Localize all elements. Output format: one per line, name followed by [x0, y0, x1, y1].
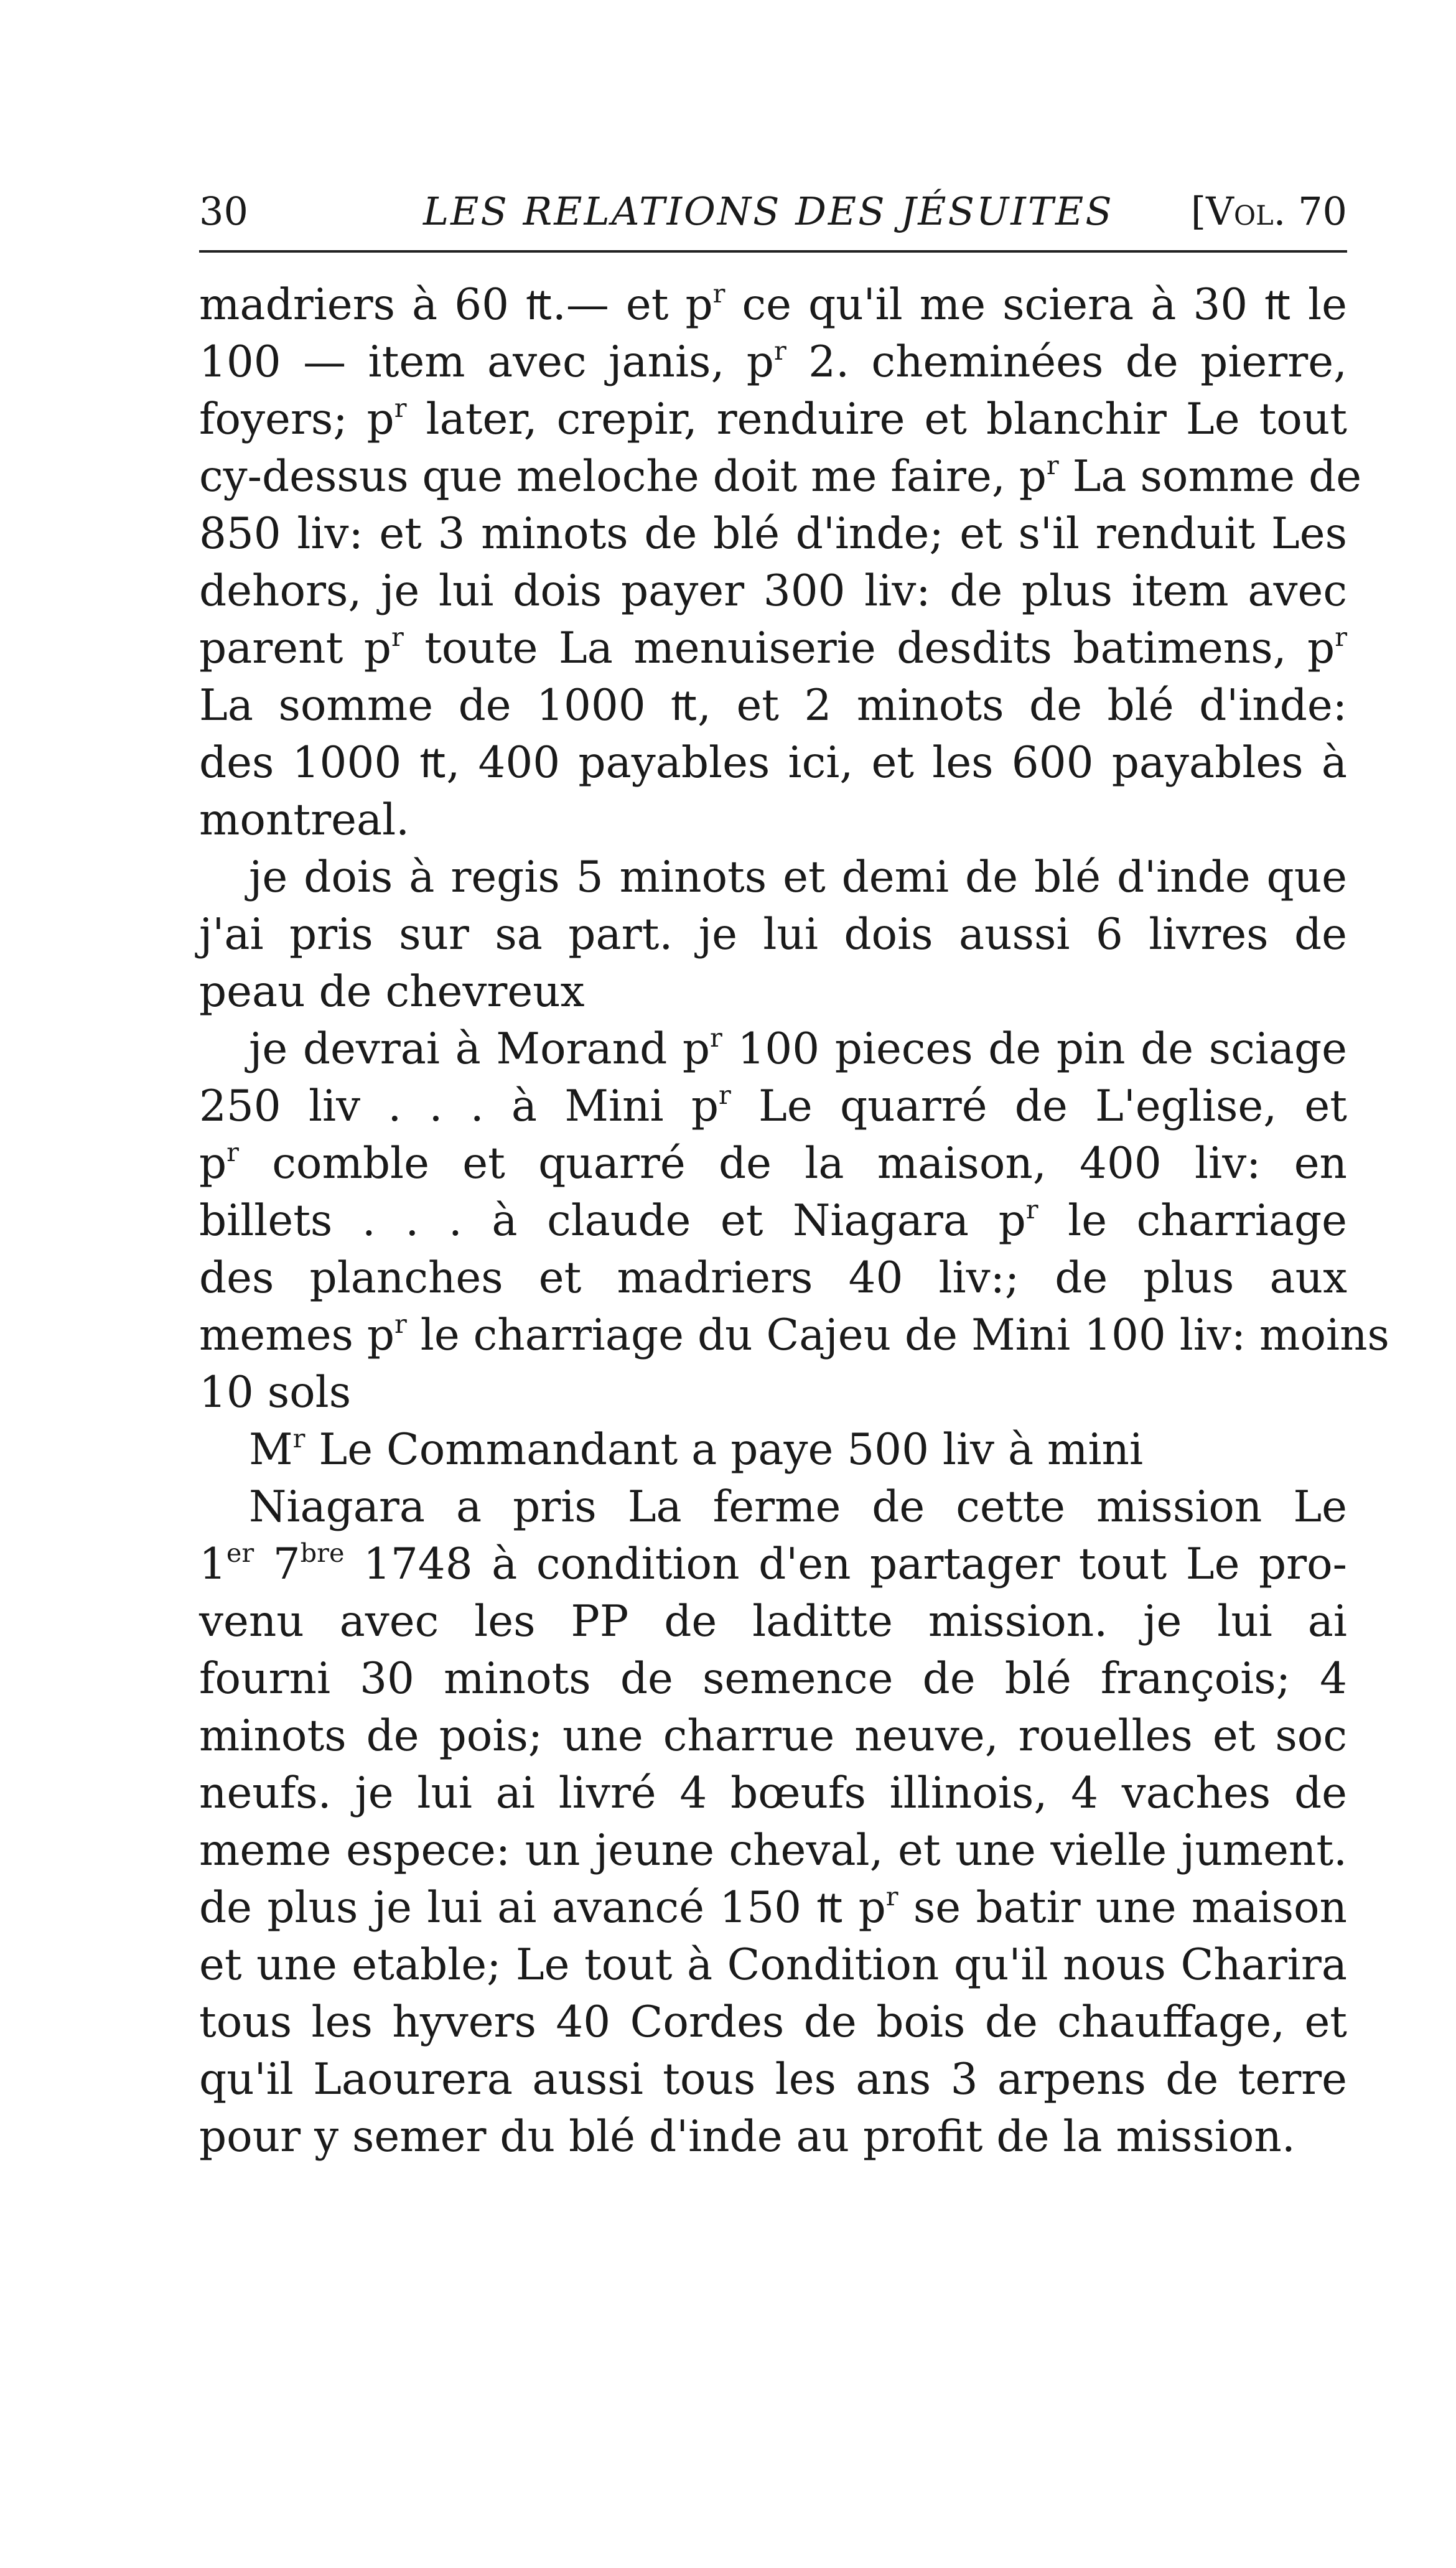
text-line — [199, 1936, 1347, 1994]
superscript: r — [1335, 622, 1347, 653]
text-run: et une etable; Le tout à Condition qu'il nous Charira — [199, 1940, 1347, 1990]
text-run: dehors, je lui dois payer 300 liv: de plus item avec — [199, 566, 1347, 616]
text-run: cy-dessus que meloche doit me faire, p — [199, 452, 1047, 502]
page-number: 30 — [199, 189, 248, 234]
text-run: de plus je lui ai avancé 150 ₶ p — [199, 1883, 886, 1933]
text-run: Niagara a pris La ferme de cette mission Le — [249, 1482, 1347, 1532]
text-line — [199, 505, 1347, 563]
text-run: minots de pois; une charrue neuve, rouelles et soc — [199, 1711, 1347, 1761]
text-line — [199, 1478, 1347, 1536]
text-line — [199, 1536, 1347, 1593]
text-run: ce qu'il me sciera à 30 ₶ le — [725, 280, 1347, 330]
text-run: pour y semer du blé d'inde au profit de la mission. — [199, 2112, 1295, 2162]
superscript: r — [712, 279, 726, 309]
text-run: neufs. je lui ai livré 4 bœufs illinois, 4 vaches de — [199, 1768, 1347, 1818]
text-line — [199, 677, 1347, 734]
superscript: bre — [300, 1538, 345, 1569]
text-run: La somme de — [1058, 452, 1362, 502]
text-run: 850 liv: et 3 minots de blé d'inde; et s'il renduit Les — [199, 509, 1347, 559]
superscript: r — [226, 1137, 239, 1168]
text-run: 100 pieces de pin de sciage — [722, 1024, 1347, 1074]
text-run: je devrai à Morand p — [249, 1024, 711, 1074]
text-run: Le Commandant a paye 500 liv à mini — [305, 1425, 1144, 1475]
text-line — [199, 276, 1347, 334]
text-run: je dois à regis 5 minots et demi de blé d'inde que — [249, 852, 1347, 902]
text-run: le charriage du Cajeu de Mini 100 liv: moins — [406, 1310, 1389, 1360]
volume-label: [Vol. 70 — [1190, 189, 1347, 234]
text-line — [199, 1192, 1347, 1249]
text-line — [199, 1822, 1347, 1879]
text-line — [199, 849, 1347, 906]
text-run: qu'il Laourera aussi tous les ans 3 arpens de terre — [199, 2055, 1347, 2104]
text-run: Le quarré de L'eglise, et — [730, 1081, 1347, 1131]
text-run: des planches et madriers 40 liv:; de plus aux — [199, 1253, 1347, 1303]
running-head — [199, 187, 1347, 236]
text-line — [199, 334, 1347, 391]
text-run: 1 — [199, 1539, 226, 1589]
text-run: toute La menuiserie desdits batimens, p — [403, 623, 1335, 673]
text-line — [199, 391, 1347, 448]
text-run: madriers à 60 ₶.— et p — [199, 280, 713, 330]
text-run: 1748 à condition d'en partager tout Le pro- — [344, 1539, 1347, 1589]
text-run: le charriage — [1038, 1196, 1347, 1246]
text-run: se batir une maison — [898, 1883, 1347, 1933]
text-line — [199, 1707, 1347, 1765]
text-line — [199, 1765, 1347, 1822]
superscript: r — [1025, 1195, 1038, 1225]
text-line — [199, 563, 1347, 620]
text-line — [199, 1020, 1347, 1078]
superscript: r — [394, 1309, 407, 1340]
text-run: foyers; p — [199, 395, 394, 444]
text-run: billets . . . à claude et Niagara p — [199, 1196, 1026, 1246]
running-title: LES RELATIONS DES JÉSUITES — [423, 189, 1114, 234]
text-run: M — [249, 1425, 293, 1475]
text-line — [199, 791, 1347, 849]
text-line — [199, 1879, 1347, 1936]
text-run: meme espece: un jeune cheval, et une vielle jument. — [199, 1826, 1347, 1875]
text-line — [199, 734, 1347, 791]
text-run: fourni 30 minots de semence de blé françois; 4 — [199, 1654, 1347, 1704]
superscript: r — [1046, 451, 1059, 481]
superscript: er — [226, 1538, 254, 1569]
text-line — [199, 1249, 1347, 1307]
text-run: comble et quarré de la maison, 400 liv: en — [238, 1139, 1347, 1188]
text-run: montreal. — [199, 795, 410, 845]
text-run: 2. cheminées de pierre, — [786, 337, 1347, 387]
superscript: r — [391, 622, 404, 653]
superscript: r — [292, 1424, 306, 1454]
text-run: La somme de 1000 ₶, et 2 minots de blé d'inde: — [199, 681, 1347, 731]
text-run: later, crepir, renduire et blanchir Le tout — [406, 395, 1348, 444]
superscript: r — [719, 1080, 731, 1111]
text-run: tous les hyvers 40 Cordes de bois de chauffage, et — [199, 1997, 1347, 2047]
text-run: venu avec les PP de laditte mission. je lui ai — [199, 1597, 1347, 1646]
text-line — [199, 2108, 1347, 2165]
superscript: r — [773, 336, 786, 367]
text-line — [199, 1135, 1347, 1192]
text-run: des 1000 ₶, 400 payables ici, et les 600 payables à — [199, 738, 1347, 788]
superscript: r — [885, 1882, 898, 1912]
text-line — [199, 1078, 1347, 1135]
text-run: 10 sols — [199, 1368, 352, 1417]
text-line — [199, 1994, 1347, 2051]
superscript: r — [710, 1023, 722, 1053]
text-line — [199, 1307, 1389, 1364]
text-line — [199, 906, 1347, 963]
text-line — [199, 620, 1347, 677]
book-page — [199, 187, 1389, 2165]
text-run: j'ai pris sur sa part. je lui dois aussi 6 livres de — [199, 910, 1347, 959]
text-run: parent p — [199, 623, 391, 673]
text-run: 7 — [254, 1539, 301, 1589]
text-run: peau de chevreux — [199, 967, 585, 1017]
text-line — [199, 1650, 1347, 1707]
text-line — [199, 448, 1362, 505]
text-run: memes p — [199, 1310, 395, 1360]
text-run: 100 — item avec janis, p — [199, 337, 774, 387]
text-line — [199, 1593, 1347, 1650]
text-line — [199, 963, 1347, 1020]
body-text — [199, 276, 1389, 2165]
text-line — [199, 1421, 1347, 1478]
superscript: r — [394, 393, 407, 424]
header-rule — [199, 250, 1347, 253]
text-run: p — [199, 1139, 227, 1188]
text-line — [199, 2051, 1347, 2108]
text-line — [199, 1364, 1347, 1421]
text-run: 250 liv . . . à Mini p — [199, 1081, 719, 1131]
